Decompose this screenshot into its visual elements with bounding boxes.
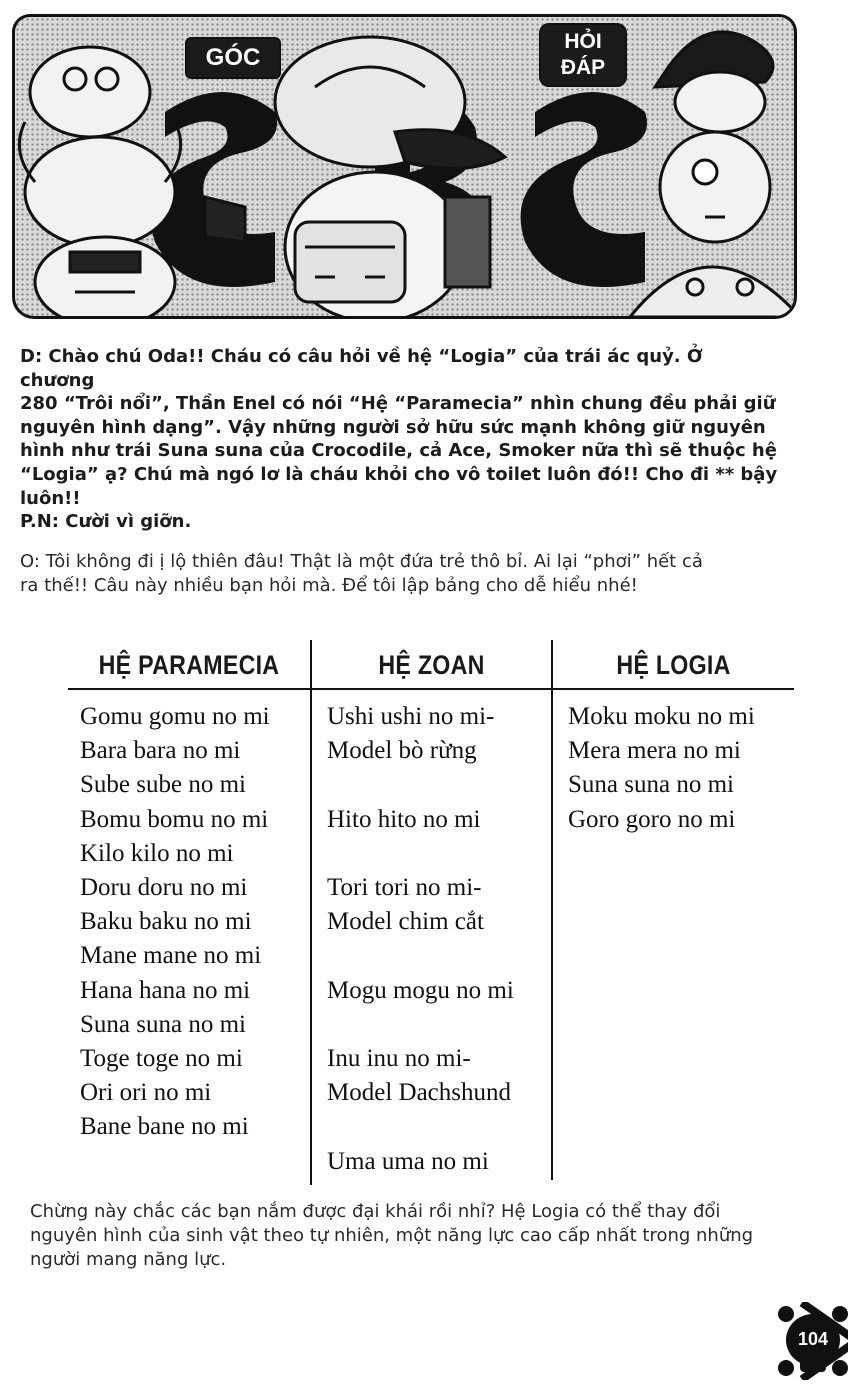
fruit-item: Model chim cắt bbox=[327, 908, 484, 936]
header-logia: HỆ LOGIA bbox=[616, 650, 731, 680]
fruit-item: Sube sube no mi bbox=[80, 771, 246, 799]
spacer bbox=[327, 1008, 514, 1042]
fruit-item: Ori ori no mi bbox=[80, 1079, 212, 1107]
oda-answer bbox=[20, 550, 780, 598]
page-number: 104 bbox=[797, 1329, 829, 1349]
spacer bbox=[327, 1110, 514, 1144]
fruit-item: Mane mane no mi bbox=[80, 942, 262, 970]
fruit-item: Hana hana no mi bbox=[80, 976, 251, 1004]
header-paramecia: HỆ PARAMECIA bbox=[98, 650, 280, 680]
fruit-item: Model bò rừng bbox=[327, 737, 477, 765]
devil-fruit-table bbox=[68, 640, 794, 1185]
reader-question bbox=[20, 345, 780, 510]
fruit-item: Doru doru no mi bbox=[80, 874, 248, 902]
header-illustration bbox=[12, 14, 797, 319]
fruit-item: Goro goro no mi bbox=[568, 805, 736, 833]
question-line: “Logia” ạ? Chú mà ngó lơ là cháu khỏi cho vô toilet luôn đó!! Cho đi ** bậy bbox=[20, 463, 778, 485]
characters-illustration bbox=[15, 17, 797, 319]
spacer bbox=[327, 837, 514, 871]
fruit-item: Moku moku no mi bbox=[568, 703, 755, 730]
question-line: nguyên hình dạng”. Vậy những người sở hữu sức mạnh không giữ nguyên bbox=[20, 416, 766, 438]
spacer bbox=[327, 768, 514, 802]
closing-paragraph bbox=[30, 1200, 820, 1272]
column-divider bbox=[551, 640, 553, 1180]
header-divider bbox=[68, 688, 794, 690]
fruit-item: Gomu gomu no mi bbox=[80, 703, 270, 730]
fruit-item: Hito hito no mi bbox=[327, 805, 481, 833]
fruit-item: Bara bara no mi bbox=[80, 737, 241, 765]
fruit-item: Bomu bomu no mi bbox=[80, 805, 269, 833]
column-divider bbox=[310, 640, 312, 1185]
spacer bbox=[327, 939, 514, 973]
fruit-item: Mera mera no mi bbox=[568, 737, 741, 765]
fruit-item: Inu inu no mi- bbox=[327, 1044, 471, 1072]
closing-line: nguyên hình của sinh vật theo tự nhiên, một năng lực cao cấp nhất trong những bbox=[30, 1225, 754, 1246]
hoi-label: HỎI bbox=[564, 30, 602, 53]
fruit-item: Suna suna no mi bbox=[80, 1010, 246, 1038]
answer-line: ra thế!! Câu này nhiều bạn hỏi mà. Để tôi lập bảng cho dễ hiểu nhé! bbox=[20, 575, 638, 596]
answer-line: O: Tôi không đi ị lộ thiên đâu! Thật là một đứa trẻ thô bỉ. Ai lại “phơi” hết cả bbox=[20, 551, 703, 572]
fruit-item: Toge toge no mi bbox=[80, 1045, 243, 1073]
fruit-item: Kilo kilo no mi bbox=[80, 839, 234, 867]
fruit-item: Tori tori no mi- bbox=[327, 873, 482, 901]
page-number-badge bbox=[778, 1302, 848, 1380]
hoi-dap-label bbox=[539, 23, 627, 87]
paramecia-column bbox=[80, 700, 270, 1145]
closing-line: người mang năng lực. bbox=[30, 1249, 227, 1270]
question-line: hình như trái Suna suna của Crocodile, cả Ace, Smoker nữa thì sẽ thuộc hệ bbox=[20, 440, 777, 462]
fruit-item: Ushi ushi no mi- bbox=[327, 703, 495, 730]
fruit-item: Suna suna no mi bbox=[568, 771, 734, 799]
header-zoan: HỆ ZOAN bbox=[378, 650, 485, 680]
fruit-item: Uma uma no mi bbox=[327, 1147, 489, 1175]
closing-line: Chừng này chắc các bạn nắm được đại khái rồi nhỉ? Hệ Logia có thể thay đổi bbox=[30, 1201, 721, 1222]
pen-name: P.N: Cười vì giỡn. bbox=[20, 511, 192, 532]
goc-label: GÓC bbox=[185, 37, 281, 79]
question-line: D: Chào chú Oda!! Cháu có câu hỏi về hệ “Logia” của trái ác quỷ. Ở chương bbox=[20, 346, 703, 391]
logia-column bbox=[568, 700, 755, 837]
fruit-item: Bane bane no mi bbox=[80, 1113, 249, 1141]
dap-label: ĐÁP bbox=[560, 56, 606, 79]
fruit-item: Model Dachshund bbox=[327, 1079, 511, 1107]
fruit-item: Mogu mogu no mi bbox=[327, 976, 514, 1004]
question-line: luôn!! bbox=[20, 487, 81, 509]
question-line: 280 “Trôi nổi”, Thần Enel có nói “Hệ “Paramecia” nhìn chung đều phải giữ bbox=[20, 393, 776, 415]
fruit-item: Baku baku no mi bbox=[80, 908, 252, 936]
zoan-column bbox=[327, 700, 514, 1179]
